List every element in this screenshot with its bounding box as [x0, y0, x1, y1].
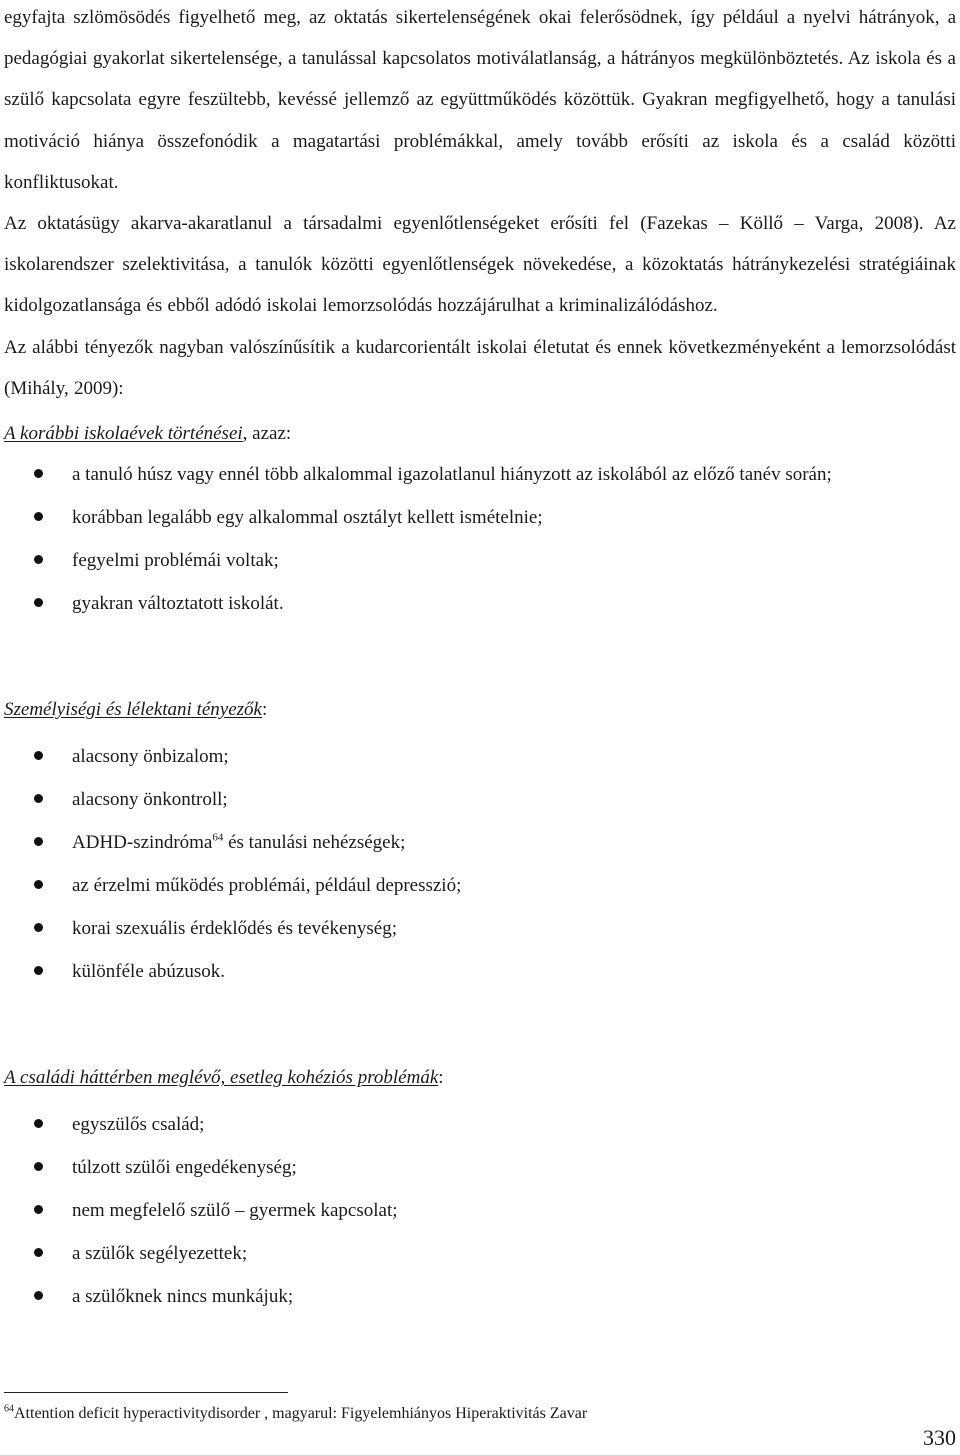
bullet-icon: [34, 512, 43, 521]
paragraph-3: Az alábbi tényezők nagyban valószínűsítik a kudarcorientált iskolai életutat és ennek következményeként a lemorzsolódást (Mihály, 2009):: [4, 336, 956, 399]
list-item: egyszülős család;: [4, 1103, 956, 1146]
document-page: [4, 0, 956, 1318]
bullet-icon: [34, 1119, 43, 1128]
list-item: nem megfelelő szülő – gyermek kapcsolat;: [4, 1189, 956, 1232]
bullet-icon: [34, 598, 43, 607]
footnote-divider: [4, 1392, 288, 1393]
intro-paragraph: egyfajta szlömösödés figyelhető meg, az oktatás sikertelenségének okai felerősödnek, így például a nyelvi hátrányok, a pedagógiai gyakorlat sikertelensége, a tanulással kapcsolatos motiválatlanság, a hátrányos megkülönböztetés. Az iskola és a szülő kapcsolata egyre feszültebb, kevéssé jellemző az együttműködés közöttük. Gyakran megfigyelhető, hogy a tanulási motiváció hiánya összefonódik a magatartási problémákkal, amely tovább erősíti az iskola és a család közötti konfliktusokat.: [4, 7, 956, 193]
section-1-list: [4, 453, 956, 625]
section-3-heading: A családi háttérben meglévő, esetleg kohéziós problémák:: [4, 1067, 444, 1089]
page-number: 330: [923, 1425, 956, 1450]
footnote-reference[interactable]: 64: [212, 831, 224, 844]
section-1-heading: A korábbi iskolaévek történései, azaz:: [4, 423, 292, 445]
section-3-list: [4, 1103, 956, 1318]
bullet-icon: [34, 837, 43, 846]
paragraph-2: Az oktatásügy akarva-akaratlanul a társadalmi egyenlőtlenségeket erősíti fel (Fazekas – Köllő – Varga, 2008). Az iskolarendszer szelektivitása, a tanulók közötti egyenlőtlenségek növekedése, a közoktatás hátránykezelési stratégiáinak kidolgozatlansága és ebből adódó iskolai lemorzsolódás hozzájárulhat a kriminalizálódáshoz.: [4, 213, 956, 317]
list-item: korábban legalább egy alkalommal osztályt kellett ismételnie;: [4, 496, 956, 539]
section-2-heading: Személyiségi és lélektani tényezők:: [4, 699, 268, 721]
bullet-icon: [34, 555, 43, 564]
bullet-icon: [34, 1205, 43, 1214]
bullet-icon: [34, 1291, 43, 1300]
bullet-icon: [34, 751, 43, 760]
list-item: fegyelmi problémái voltak;: [4, 539, 956, 582]
bullet-icon: [34, 923, 43, 932]
list-item: túlzott szülői engedékenység;: [4, 1146, 956, 1189]
bullet-icon: [34, 880, 43, 889]
footnote: [4, 1405, 587, 1423]
list-item: különféle abúzusok.: [4, 950, 956, 993]
bullet-icon: [34, 469, 43, 478]
list-item: alacsony önkontroll;: [4, 778, 956, 821]
list-item: a tanuló húsz vagy ennél több alkalommal igazolatlanul hiányzott az iskolából az előző tanév során;: [4, 453, 956, 496]
list-item: ADHD-szindróma$^{64}$ és tanulási nehézségek;: [4, 821, 956, 864]
bullet-icon: [34, 794, 43, 803]
list-item: alacsony önbizalom;: [4, 735, 956, 778]
section-2-list: [4, 735, 956, 993]
list-item: a szülőknek nincs munkájuk;: [4, 1275, 956, 1318]
list-item: korai szexuális érdeklődés és tevékenység;: [4, 907, 956, 950]
bullet-icon: [34, 1248, 43, 1257]
list-item: gyakran változtatott iskolát.: [4, 582, 956, 625]
bullet-icon: [34, 966, 43, 975]
list-item: az érzelmi működés problémái, például depresszió;: [4, 864, 956, 907]
list-item: a szülők segélyezettek;: [4, 1232, 956, 1275]
footnote-mark: 64: [4, 1403, 14, 1415]
footnote-text: Attention deficit hyperactivitydisorder , magyarul: Figyelemhiányos Hiperaktivitás Zavar: [14, 1405, 588, 1422]
bullet-icon: [34, 1162, 43, 1171]
